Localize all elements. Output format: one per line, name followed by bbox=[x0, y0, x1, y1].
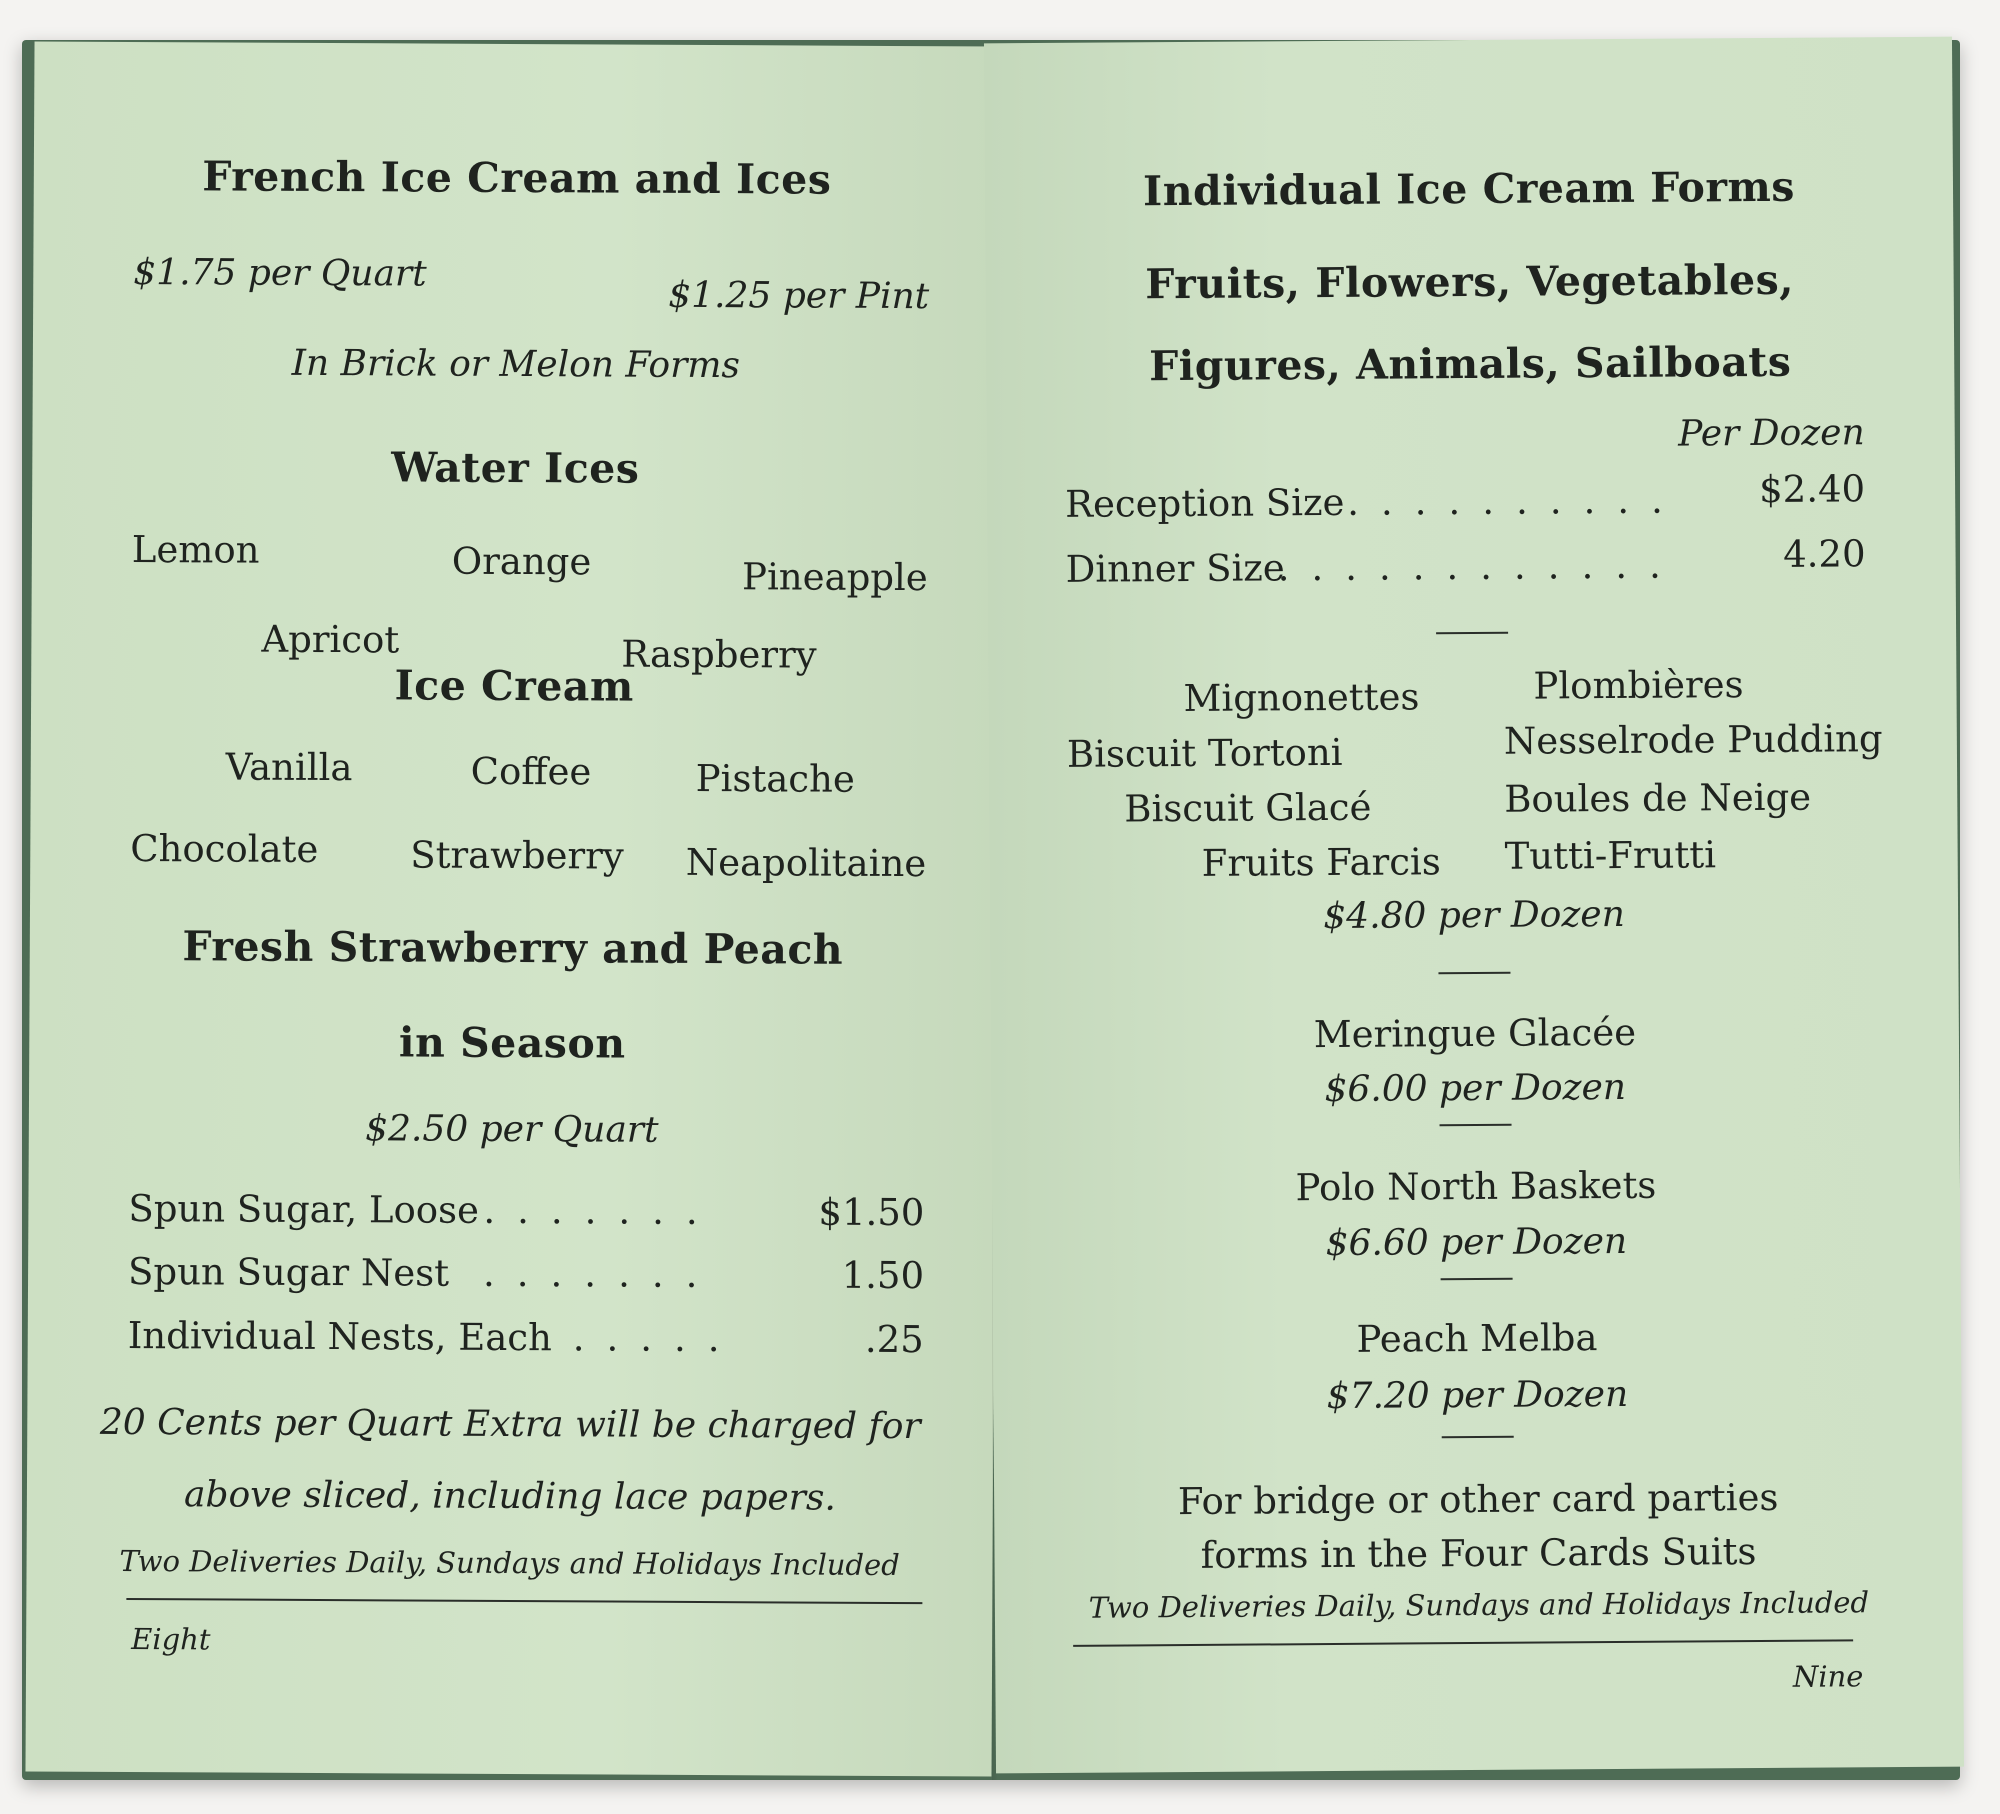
fresh-price: $2.50 per Quart bbox=[365, 1108, 659, 1151]
divider bbox=[1442, 1436, 1514, 1439]
specialty-biscuit-glace: Biscuit Glacé bbox=[1124, 785, 1372, 831]
price-dinner: 4.20 bbox=[1783, 532, 1866, 576]
right-subtitle-line1: Fruits, Flowers, Vegetables, bbox=[1145, 255, 1795, 309]
flavor-strawberry: Strawberry bbox=[410, 833, 624, 878]
leader-dots: ..... bbox=[572, 1316, 742, 1361]
specialties-price: $4.80 per Dozen bbox=[1323, 893, 1625, 938]
divider bbox=[1441, 1278, 1513, 1281]
item-spun-sugar-loose: Spun Sugar, Loose bbox=[128, 1186, 480, 1232]
flavor-chocolate: Chocolate bbox=[130, 826, 319, 871]
right-page bbox=[984, 37, 1964, 1774]
leader-dots: ............ bbox=[1277, 543, 1683, 590]
meringue-price: $6.00 per Dozen bbox=[1324, 1066, 1627, 1111]
flavor-coffee: Coffee bbox=[470, 749, 592, 794]
flavor-vanilla: Vanilla bbox=[225, 745, 353, 790]
flavor-raspberry: Raspberry bbox=[621, 632, 817, 677]
fresh-heading: Fresh Strawberry and Peach bbox=[182, 922, 844, 974]
right-subtitle-line2: Figures, Animals, Sailboats bbox=[1148, 337, 1792, 391]
price-spun-sugar-nest: 1.50 bbox=[841, 1253, 925, 1298]
left-page-number: Eight bbox=[131, 1622, 211, 1657]
extra-charge-note-line2: above sliced, including lace papers. bbox=[183, 1474, 836, 1519]
price-quart: $1.75 per Quart bbox=[133, 252, 427, 295]
right-page-number: Nine bbox=[1792, 1659, 1864, 1694]
flavor-orange: Orange bbox=[451, 539, 592, 584]
size-dinner: Dinner Size bbox=[1065, 546, 1285, 591]
polo-price: $6.60 per Dozen bbox=[1325, 1220, 1628, 1265]
specialty-plombieres: Plombières bbox=[1533, 663, 1744, 708]
specialty-fruits-farcis: Fruits Farcis bbox=[1201, 840, 1441, 885]
right-title: Individual Ice Cream Forms bbox=[1142, 162, 1796, 216]
extra-charge-note-line1: 20 Cents per Quart Extra will be charged for bbox=[99, 1401, 921, 1448]
item-spun-sugar-nest: Spun Sugar Nest bbox=[127, 1249, 450, 1295]
flavor-pistache: Pistache bbox=[695, 756, 855, 801]
flavor-pineapple: Pineapple bbox=[742, 555, 928, 600]
flavor-apricot: Apricot bbox=[261, 617, 400, 662]
specialty-mignonettes: Mignonettes bbox=[1183, 675, 1420, 721]
left-delivery-note: Two Deliveries Daily, Sundays and Holidays Included bbox=[119, 1543, 900, 1583]
melba-price: $7.20 per Dozen bbox=[1326, 1373, 1629, 1418]
polo-name: Polo North Baskets bbox=[1295, 1163, 1657, 1210]
water-ices-heading: Water Ices bbox=[391, 443, 640, 493]
leader-dots: ....... bbox=[482, 1251, 720, 1297]
in-season-heading: in Season bbox=[398, 1018, 626, 1068]
flavor-lemon: Lemon bbox=[131, 527, 260, 572]
price-reception: $2.40 bbox=[1759, 467, 1866, 511]
left-title: French Ice Cream and Ices bbox=[202, 152, 832, 204]
leader-dots: .......... bbox=[1347, 478, 1685, 524]
forms-note: In Brick or Melon Forms bbox=[291, 342, 741, 387]
per-dozen-label: Per Dozen bbox=[1678, 412, 1865, 455]
meringue-name: Meringue Glacée bbox=[1313, 1010, 1637, 1057]
specialty-nesselrode-pudding: Nesselrode Pudding bbox=[1503, 717, 1883, 763]
specialty-tutti-frutti: Tutti-Frutti bbox=[1504, 833, 1717, 878]
size-reception: Reception Size bbox=[1065, 480, 1345, 526]
specialty-boules-de-neige: Boules de Neige bbox=[1504, 775, 1812, 821]
price-spun-sugar-loose: $1.50 bbox=[818, 1190, 925, 1235]
right-delivery-note: Two Deliveries Daily, Sundays and Holidays Included bbox=[1088, 1585, 1870, 1625]
leader-dots: ....... bbox=[483, 1188, 720, 1234]
right-footer-rule bbox=[1073, 1639, 1853, 1646]
specialty-biscuit-tortoni: Biscuit Tortoni bbox=[1066, 730, 1343, 776]
bridge-note-line2: forms in the Four Cards Suits bbox=[1200, 1530, 1757, 1577]
melba-name: Peach Melba bbox=[1356, 1316, 1598, 1361]
divider bbox=[1436, 632, 1508, 635]
divider bbox=[1438, 972, 1510, 975]
item-individual-nests: Individual Nests, Each bbox=[127, 1313, 553, 1360]
divider bbox=[1440, 1124, 1512, 1127]
price-pint: $1.25 per Pint bbox=[668, 274, 930, 318]
left-page bbox=[25, 41, 1000, 1776]
ice-cream-heading: Ice Cream bbox=[394, 661, 634, 711]
bridge-note-line1: For bridge or other card parties bbox=[1177, 1475, 1779, 1524]
left-footer-rule bbox=[126, 1598, 922, 1604]
price-individual-nests: .25 bbox=[864, 1317, 924, 1362]
flavor-neapolitaine: Neapolitaine bbox=[685, 840, 927, 886]
